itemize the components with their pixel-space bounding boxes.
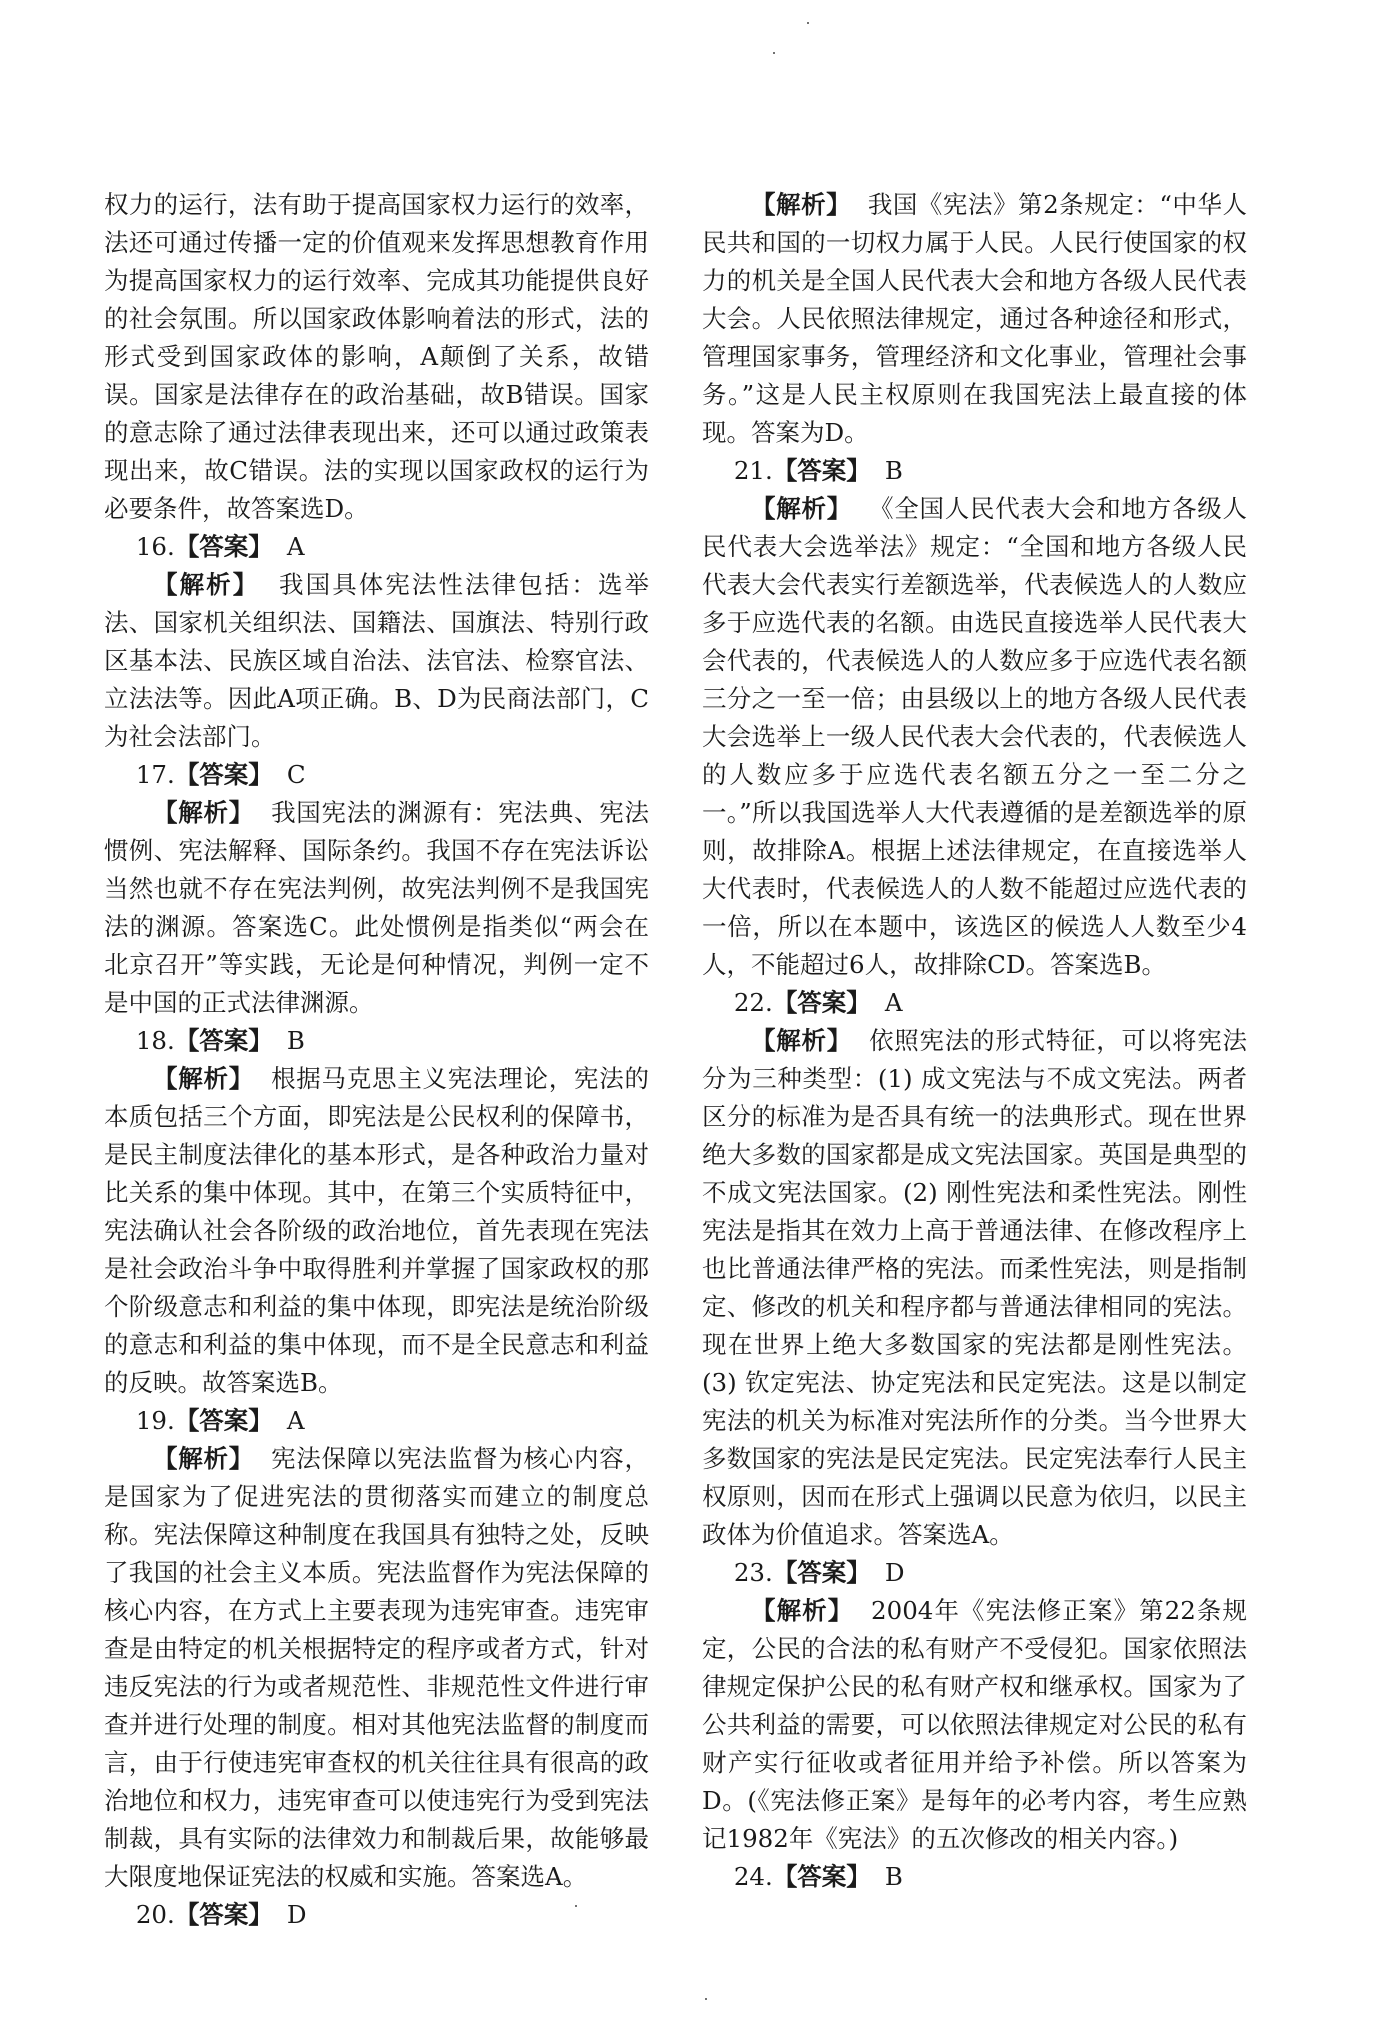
scan-speck <box>575 1905 577 1907</box>
explanation-16: 【解析】 我国具体宪法性法律包括：选举法、国家机关组织法、国籍法、国旗法、特别行政区基本法、民族区域自治法、法官法、检察官法、立法法等。因此A项正确。B、D为民商法部门，C为社会法部门。 <box>104 570 650 751</box>
answer-20: 20.【答案】 D <box>135 1900 307 1929</box>
scan-speck <box>705 1998 707 2000</box>
explanation-23: 【解析】 2004年《宪法修正案》第22条规定，公民的合法的私有财产不受侵犯。国家依照法律规定保护公民的私有财产权和继承权。国家为了公共利益的需要，可以依照法律规定对公民的私有财产实行征收或者征用并给予补偿。所以答案为D。(《宪法修正案》是每年的必考内容，考生应熟记1982年《宪法》的五次修改的相关内容。) <box>702 1596 1247 1853</box>
scan-speck <box>773 52 775 54</box>
left-column <box>104 186 649 1934</box>
explanation-20: 【解析】 我国《宪法》第2条规定：“中华人民共和国的一切权力属于人民。人民行使国家的权力的机关是全国人民代表大会和地方各级人民代表大会。人民依照法律规定，通过各种途径和形式，管理国家事务，管理经济和文化事业，管理社会事务。”这是人民主权原则在我国宪法上最直接的体现。答案为D。 <box>702 190 1247 447</box>
explanation-22: 【解析】 依照宪法的形式特征，可以将宪法分为三种类型：(1) 成文宪法与不成文宪法。两者区分的标准为是否具有统一的法典形式。现在世界绝大多数的国家都是成文宪法国家。英国是典型的不成文宪法国家。(2) 刚性宪法和柔性宪法。刚性宪法是指其在效力上高于普通法律、在修改程序上也比普通法律严格的宪法。而柔性宪法，则是指制定、修改的机关和程序都与普通法律相同的宪法。现在世界上绝大多数国家的宪法都是刚性宪法。(3) 钦定宪法、协定宪法和民定宪法。这是以制定宪法的机关为标准对宪法所作的分类。当今世界大多数国家的宪法是民定宪法。民定宪法奉行人民主权原则，因而在形式上强调以民意为依归，以民主政体为价值追求。答案选A。 <box>702 1026 1248 1549</box>
explanation-17: 【解析】 我国宪法的渊源有：宪法典、宪法惯例、宪法解释、国际条约。我国不存在宪法诉讼当然也就不存在宪法判例，故宪法判例不是我国宪法的渊源。答案选C。此处惯例是指类似“两会在北京召开”等实践，无论是何种情况，判例一定不是中国的正式法律渊源。 <box>104 798 650 1017</box>
explanation-21: 【解析】 《全国人民代表大会和地方各级人民代表大会选举法》规定：“全国和地方各级人民代表大会代表实行差额选举，代表候选人的人数应多于应选代表的名额。由选民直接选举人民代表大会代表的，代表候选人的人数应多于应选代表名额三分之一至一倍；由县级以上的地方各级人民代表大会选举上一级人民代表大会代表的，代表候选人的人数应多于应选代表名额五分之一至二分之一。”所以我国选举人大代表遵循的是差额选举的原则，故排除A。根据上述法律规定，在直接选举人大代表时，代表候选人的人数不能超过应选代表的一倍，所以在本题中，该选区的候选人人数至少4人，不能超过6人，故排除CD。答案选B。 <box>702 494 1248 979</box>
answer-17: 17.【答案】 C <box>135 760 306 789</box>
answer-23: 23.【答案】 D <box>733 1558 905 1587</box>
answer-19: 19.【答案】 A <box>135 1406 305 1435</box>
explanation-18: 【解析】 根据马克思主义宪法理论，宪法的本质包括三个方面，即宪法是公民权利的保障书，是民主制度法律化的基本形式，是各种政治力量对比关系的集中体现。其中，在第三个实质特征中，宪法确认社会各阶级的政治地位，首先表现在宪法是社会政治斗争中取得胜利并掌握了国家政权的那个阶级意志和利益的集中体现，即宪法是统治阶级的意志和利益的集中体现，而不是全民意志和利益的反映。故答案选B。 <box>104 1064 650 1397</box>
answer-18: 18.【答案】 B <box>135 1026 305 1055</box>
answer-16: 16.【答案】 A <box>135 532 305 561</box>
right-column <box>702 186 1247 1896</box>
scan-speck <box>807 22 809 24</box>
explanation-19: 【解析】 宪法保障以宪法监督为核心内容，是国家为了促进宪法的贯彻落实而建立的制度总称。宪法保障这种制度在我国具有独特之处，反映了我国的社会主义本质。宪法监督作为宪法保障的核心内容，在方式上主要表现为违宪审查。违宪审查是由特定的机关根据特定的程序或者方式，针对违反宪法的行为或者规范性、非规范性文件进行审查并进行处理的制度。相对其他宪法监督的制度而言，由于行使违宪审查权的机关往往具有很高的政治地位和权力，违宪审查可以使违宪行为受到宪法制裁，具有实际的法律效力和制裁后果，故能够最大限度地保证宪法的权威和实施。答案选A。 <box>104 1444 650 1891</box>
answer-22: 22.【答案】 A <box>733 988 903 1017</box>
continued-paragraph: 权力的运行，法有助于提高国家权力运行的效率，法还可通过传播一定的价值观来发挥思想教育作用为提高国家权力的运行效率、完成其功能提供良好的社会氛围。所以国家政体影响着法的形式，法的形式受到国家政体的影响，A颠倒了关系，故错误。国家是法律存在的政治基础，故B错误。国家的意志除了通过法律表现出来，还可以通过政策表现出来，故C错误。法的实现以国家政权的运行为必要条件，故答案选D。 <box>104 190 649 523</box>
answer-24: 24.【答案】 B <box>733 1862 903 1891</box>
answer-21: 21.【答案】 B <box>733 456 903 485</box>
